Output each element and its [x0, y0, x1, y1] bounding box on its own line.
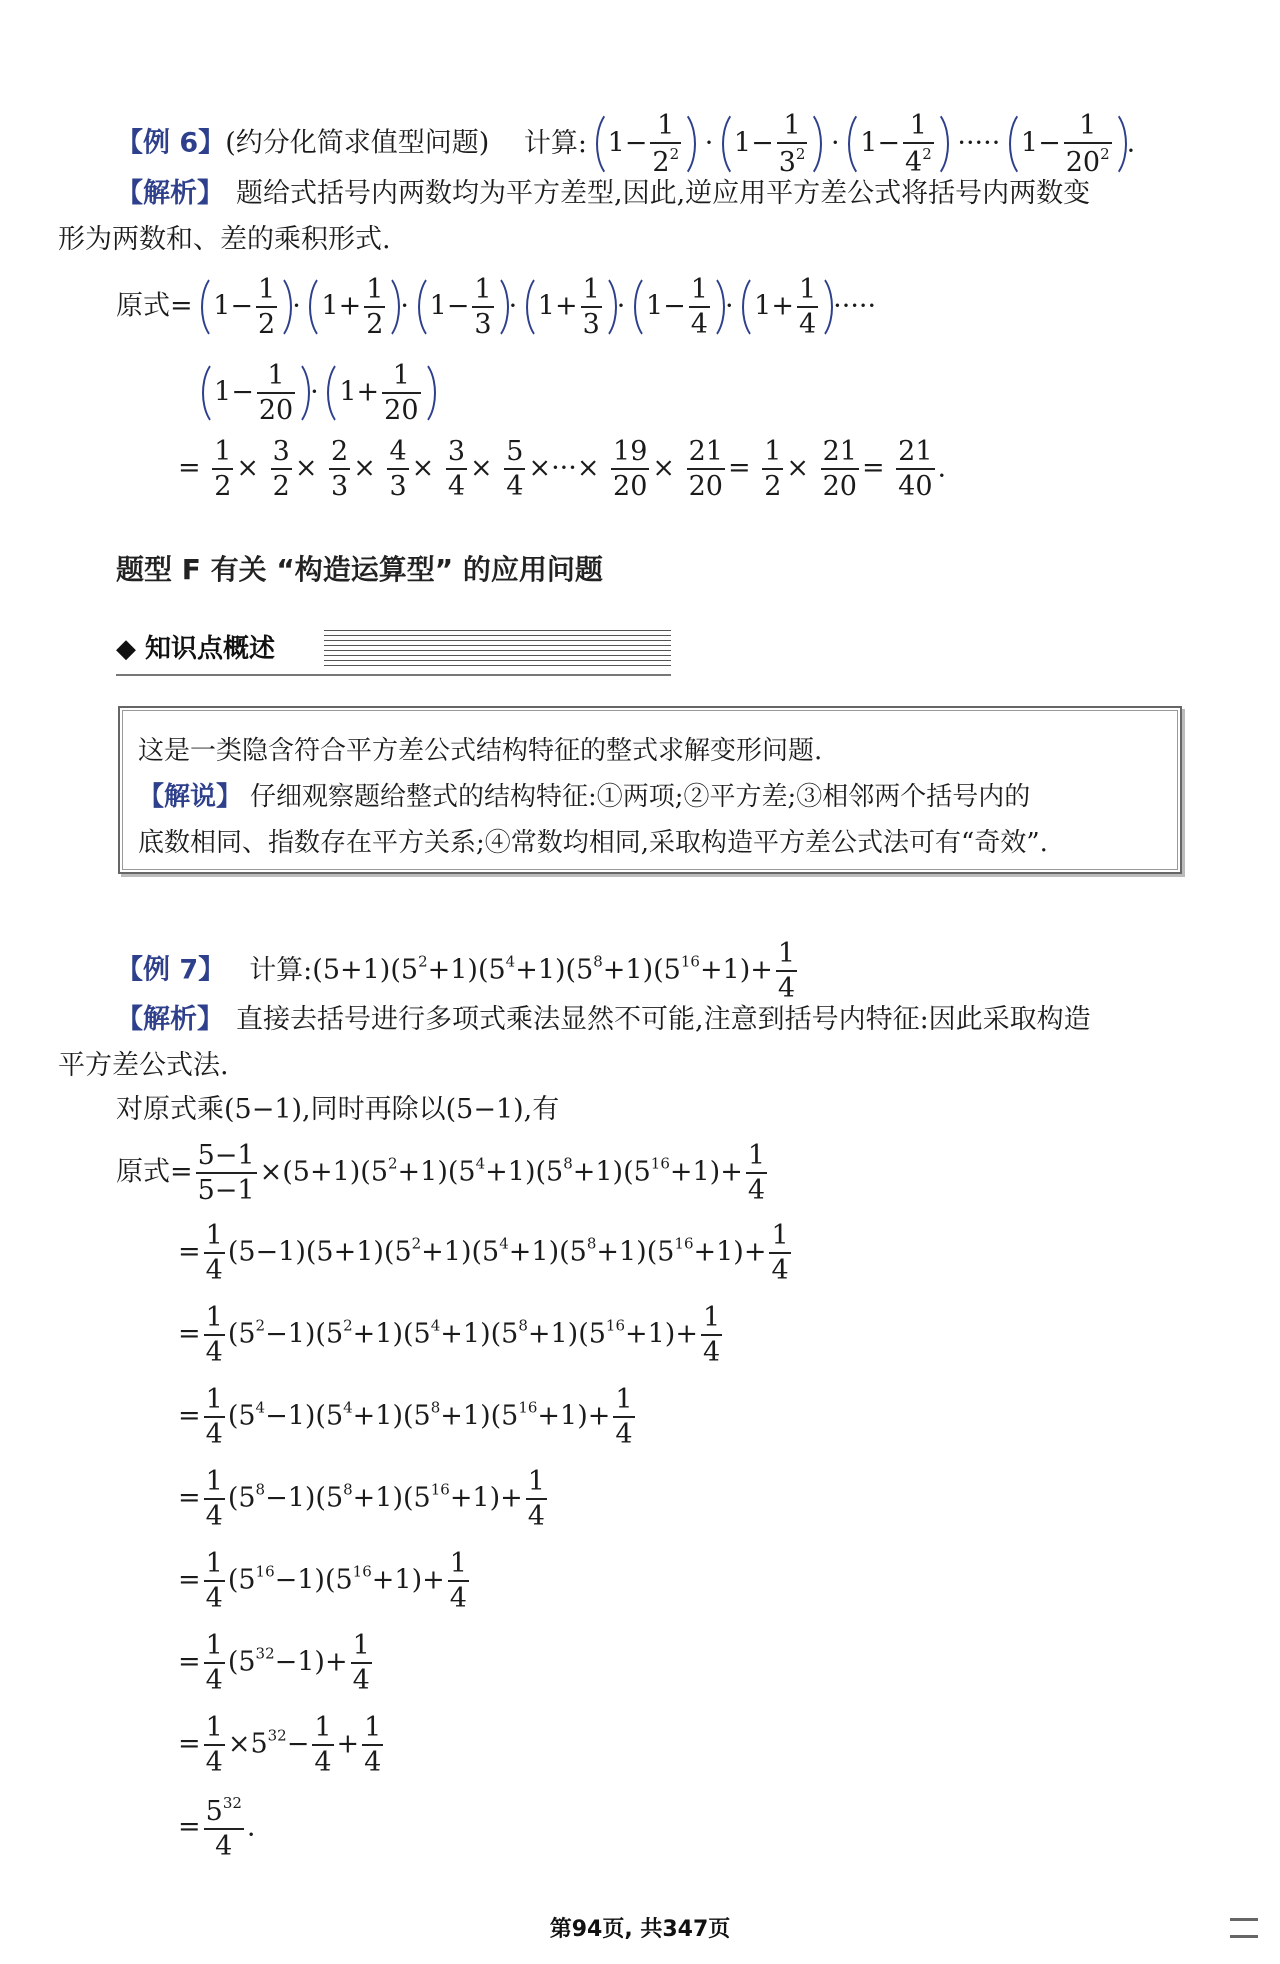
example7-step3: = $\frac{1}{4}$ $(5^2-1)(5^2+1)(5^4+1)(5^8+1)(5^{16}+1)+$ $\frac{1}{4}$ [178, 1302, 721, 1368]
section-heading: 题型 F 有关 “构造运算型” 的应用问题 [116, 553, 603, 586]
box-line1: 这是一类隐含符合平方差公式结构特征的整式求解变形问题. [138, 736, 823, 766]
factor-1: 1− $\frac{1}{2^2}$ [596, 108, 697, 180]
example6-expansion-row1: 原式= 1− $\frac{1}{2}$ · 1+ $\frac{1}{2}$ · 1− $\frac{1}{3}$ · 1+ $\frac{1}{3}$ · 1− $\frac{1}{4}$ · 1+ $\frac{1}{4}$ ····· [116, 274, 877, 340]
example6-compute: 计算: [523, 127, 587, 159]
explanation-box [118, 706, 1182, 874]
box-line2: 【解说】 仔细观察题给整式的结构特征:①两项;②平方差;③相邻两个括号内的 [138, 782, 1031, 812]
example6-tag: 【例 6】 [116, 127, 226, 159]
example7-analysis-line1: 【解析】 直接去括号进行多项式乘法显然不可能,注意到括号内特征:因此采取构造 [116, 1004, 1091, 1035]
example6-expansion-row2: 1− $\frac{1}{20}$ · 1+ $\frac{1}{20}$ [202, 358, 436, 428]
example7-step1: 原式= $\frac{5-1}{5-1}$ $\times(5+1)(5^2+1)(5^4+1)(5^8+1)(5^{16}+1)+$ $\frac{1}{4}$ [116, 1140, 766, 1206]
example6-analysis-line1: 【解析】 题给式括号内两数均为平方差型,因此,逆应用平方差公式将括号内两数变 [116, 178, 1091, 209]
example7-intro: 对原式乘(5−1),同时再除以(5−1),有 [116, 1094, 560, 1125]
knowledge-overview-label: ◆ 知识点概述 [116, 634, 276, 664]
example7-analysis-line2: 平方差公式法. [58, 1050, 229, 1081]
example7-step5: = $\frac{1}{4}$ $(5^8-1)(5^8+1)(5^{16}+1)+$ $\frac{1}{4}$ [178, 1466, 545, 1532]
page-footer: 第94页, 共347页 [549, 1917, 731, 1942]
example7-step6: = $\frac{1}{4}$ $(5^{16}-1)(5^{16}+1)+$ $\frac{1}{4}$ [178, 1548, 467, 1614]
factor-4: 1− $\frac{1}{20^2}$ [1009, 108, 1127, 180]
factor-2: 1− $\frac{1}{3^2}$ [722, 108, 823, 180]
example6-product-row: = $\frac{1}{2}$ × $\frac{3}{2}$ × $\frac{2}{3}$ × $\frac{4}{3}$ × $\frac{3}{4}$ × $\frac{5}{4}$ ×···× $\frac{19}{20}$ × $\frac{21}{20}$ = $\frac{1}{2}$ × $\frac{21}{20}$ = $\frac{21}{40}$ . [178, 436, 947, 502]
scroll-handle-icon[interactable] [1230, 1918, 1258, 1938]
example7-result: = $\frac{5^{32}}{4}$ . [178, 1794, 256, 1862]
decorative-lines [324, 630, 671, 666]
example6-analysis-line2: 形为两数和、差的乘积形式. [58, 224, 391, 255]
example6-problem: 【例 6】(约分化简求值型问题) 计算: 1− $\frac{1}{2^2}$ · 1− $\frac{1}{3^2}$ · 1− $\frac{1}{4^2}$ ····· 1− $\frac{1}{20^2}$ . [116, 110, 1136, 178]
knowledge-overview-banner [116, 622, 671, 678]
example7-step2: = $\frac{1}{4}$ $(5-1)(5+1)(5^2+1)(5^4+1)(5^8+1)(5^{16}+1)+$ $\frac{1}{4}$ [178, 1220, 789, 1286]
factor-3: 1− $\frac{1}{4^2}$ [848, 108, 949, 180]
example7-step4: = $\frac{1}{4}$ $(5^4-1)(5^4+1)(5^8+1)(5^{16}+1)+$ $\frac{1}{4}$ [178, 1384, 633, 1450]
example7-step7: = $\frac{1}{4}$ $(5^{32}-1)+$ $\frac{1}{4}$ [178, 1630, 370, 1696]
divider [116, 674, 671, 676]
example7-step8: = $\frac{1}{4}$ $\times 5^{32}-$ $\frac{1}{4}$ + $\frac{1}{4}$ [178, 1712, 382, 1778]
example7-problem: 【例 7】 计算$:(5+1)(5^2+1)(5^4+1)(5^8+1)(5^{16}+1)+$ $\frac{1}{4}$ [116, 938, 796, 1004]
box-line3: 底数相同、指数存在平方关系;④常数均相同,采取构造平方差公式法可有“奇效”. [138, 828, 1048, 858]
example6-result: $\frac{21}{40}$ [898, 436, 933, 502]
example6-title: (约分化简求值型问题) [225, 127, 490, 159]
